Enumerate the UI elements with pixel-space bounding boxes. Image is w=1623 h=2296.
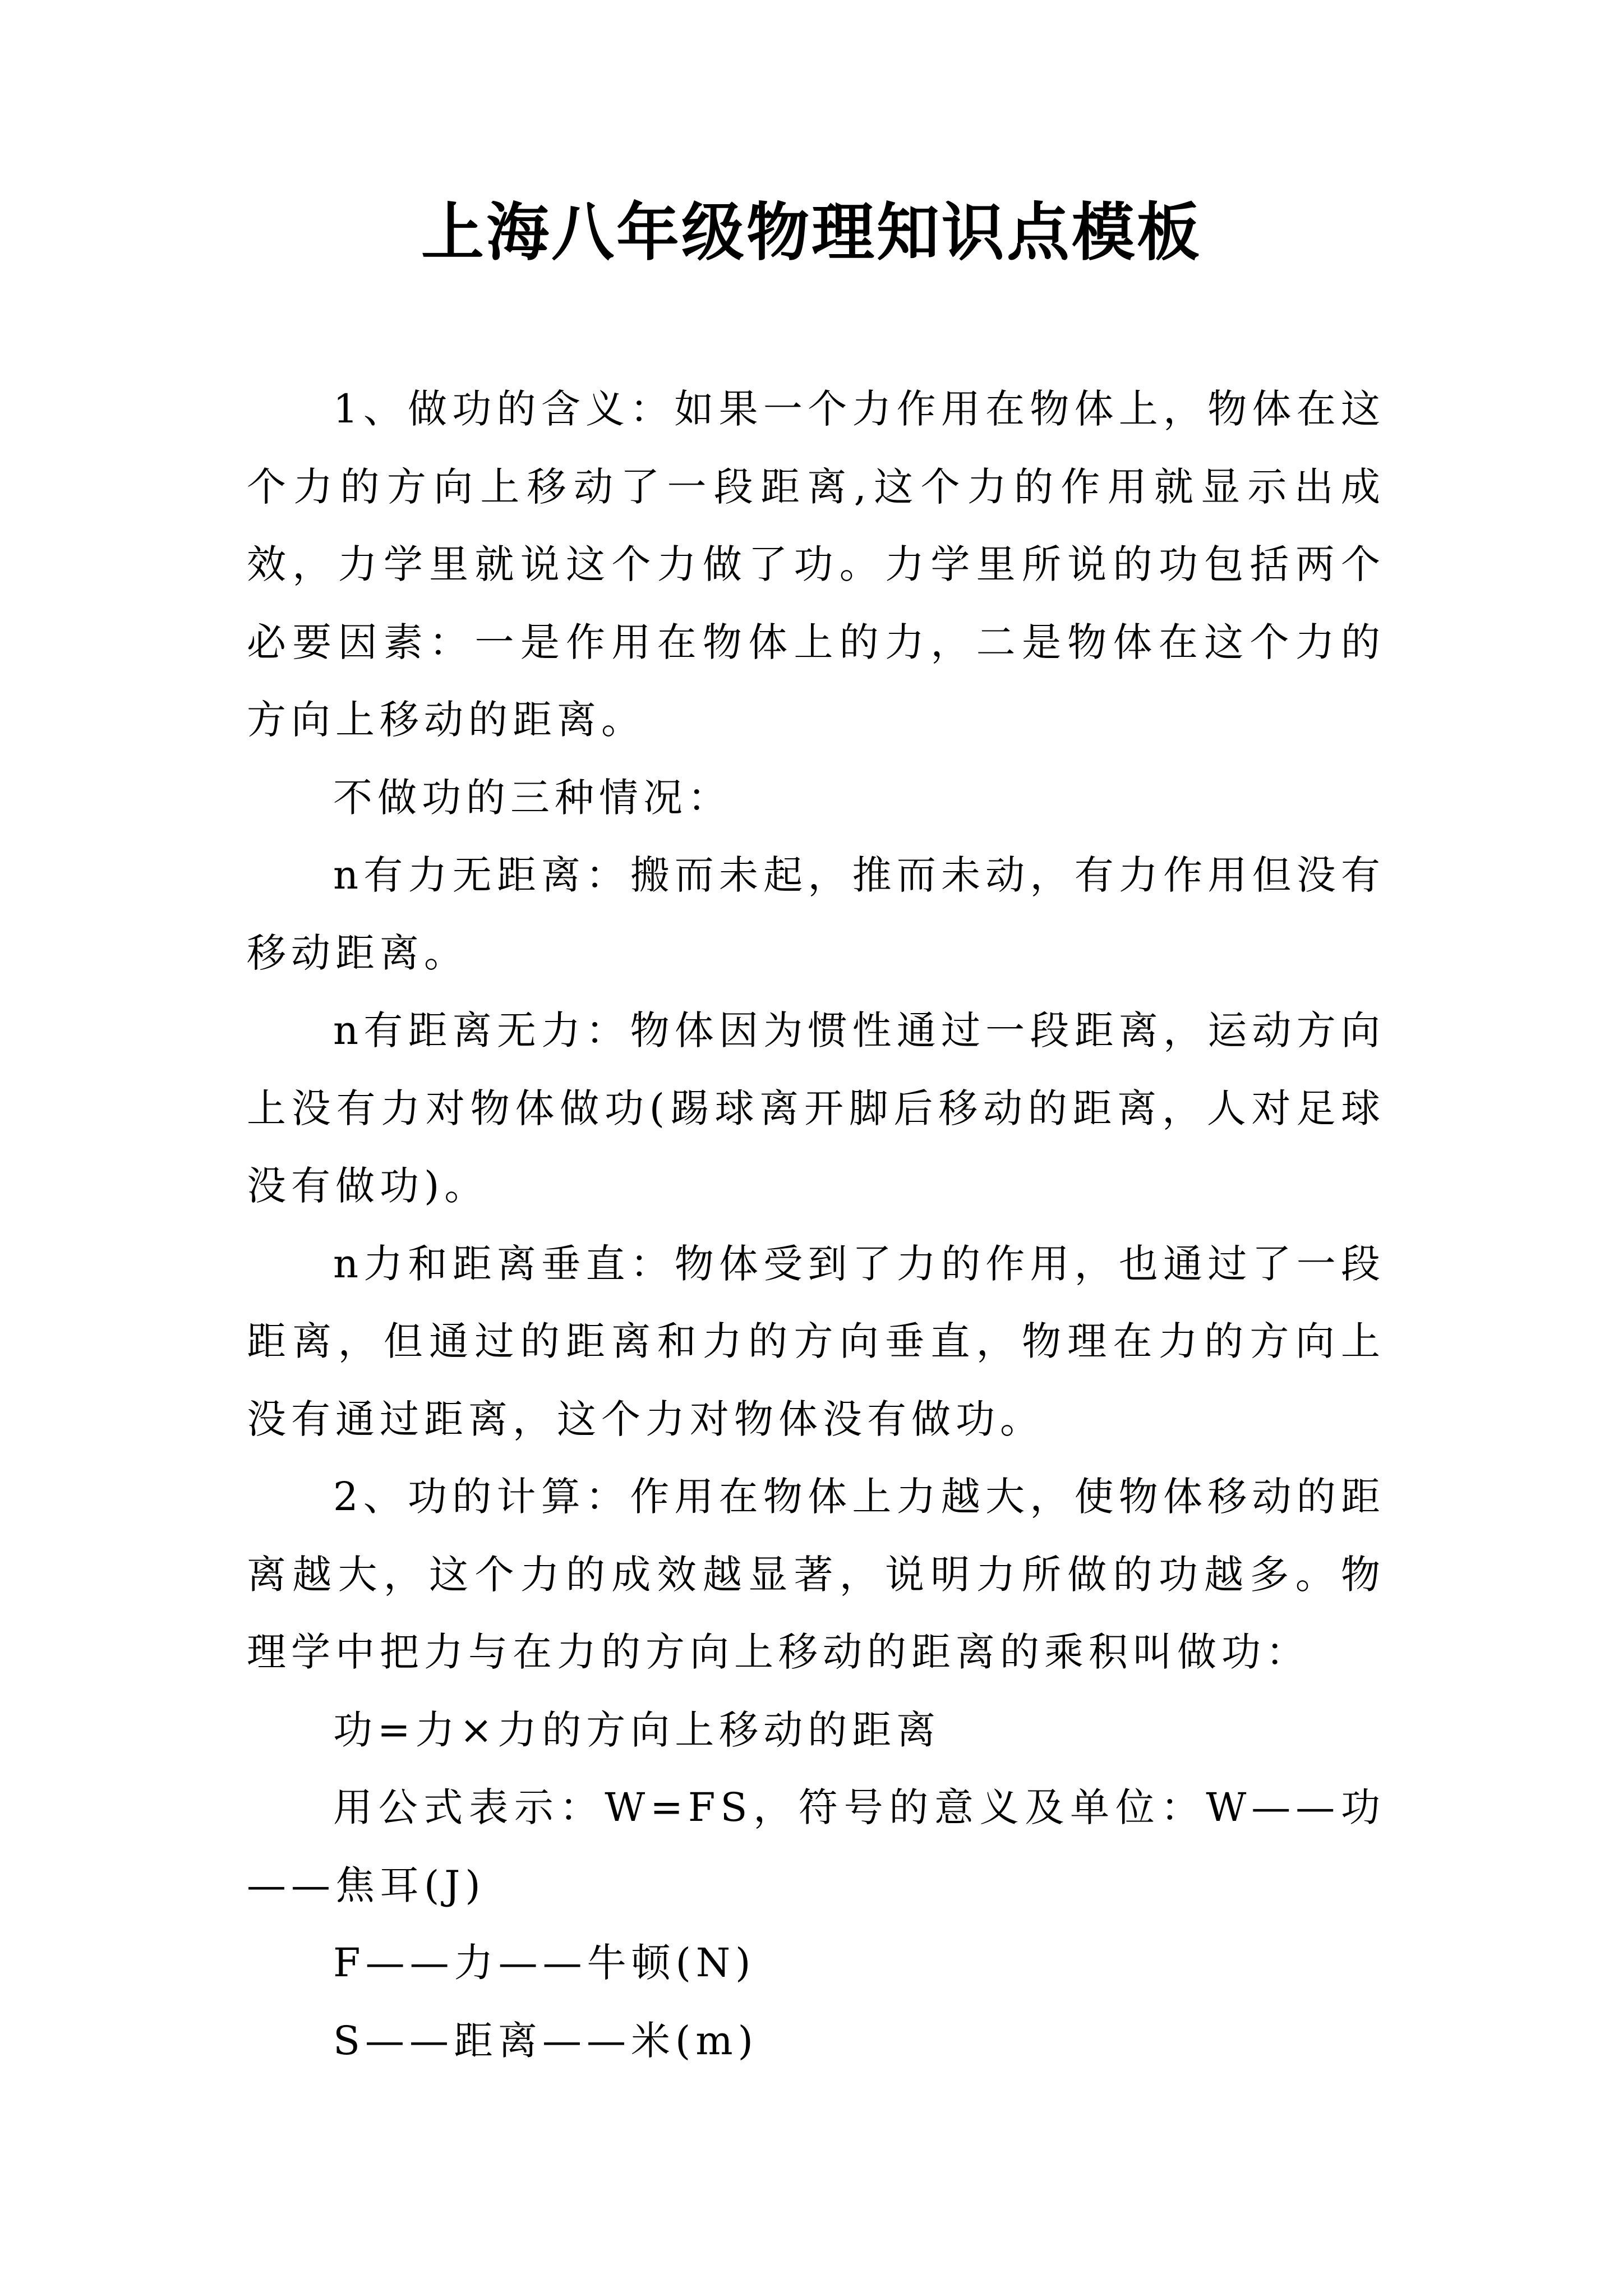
document-body: [247, 370, 1385, 2079]
paragraph-distance-no-force: n有距离无力：物体因为惯性通过一段距离，运动方向上没有力对物体做功(踢球离开脚后移动的距离，人对足球没有做功)。: [247, 1007, 1385, 1209]
paragraph-no-work-heading: 不做功的三种情况：: [333, 774, 732, 821]
paragraph-work-formula-words: 功=力×力的方向上移动的距离: [333, 1706, 941, 1753]
paragraph-force-unit: F——力——牛顿(N): [333, 1940, 756, 1986]
paragraph-work-calculation: 2、功的计算：作用在物体上力越大，使物体移动的距离越大，这个力的成效越显著，说明力所做的功越多。物理学中把力与在力的方向上移动的距离的乘积叫做功：: [247, 1474, 1385, 1675]
paragraph-force-no-distance: n有力无距离：搬而未起，推而未动，有力作用但没有移动距离。: [247, 852, 1385, 976]
paragraph-work-definition: 1、做功的含义：如果一个力作用在物体上，物体在这个力的方向上移动了一段距离,这个力的作用就显示出成效，力学里就说这个力做了功。力学里所说的功包括两个必要因素：一是作用在物体上的力，二是物体在这个力的方向上移动的距离。: [247, 386, 1385, 743]
page-title: 上海八年级物理知识点模板: [421, 196, 1202, 269]
paragraph-work-formula-symbols: 用公式表示：W=FS，符号的意义及单位：W——功——焦耳(J): [247, 1784, 1385, 1908]
paragraph-force-perpendicular: n力和距离垂直：物体受到了力的作用，也通过了一段距离，但通过的距离和力的方向垂直，物理在力的方向上没有通过距离，这个力对物体没有做功。: [247, 1240, 1385, 1442]
paragraph-distance-unit: S——距离——米(m): [333, 2017, 758, 2064]
